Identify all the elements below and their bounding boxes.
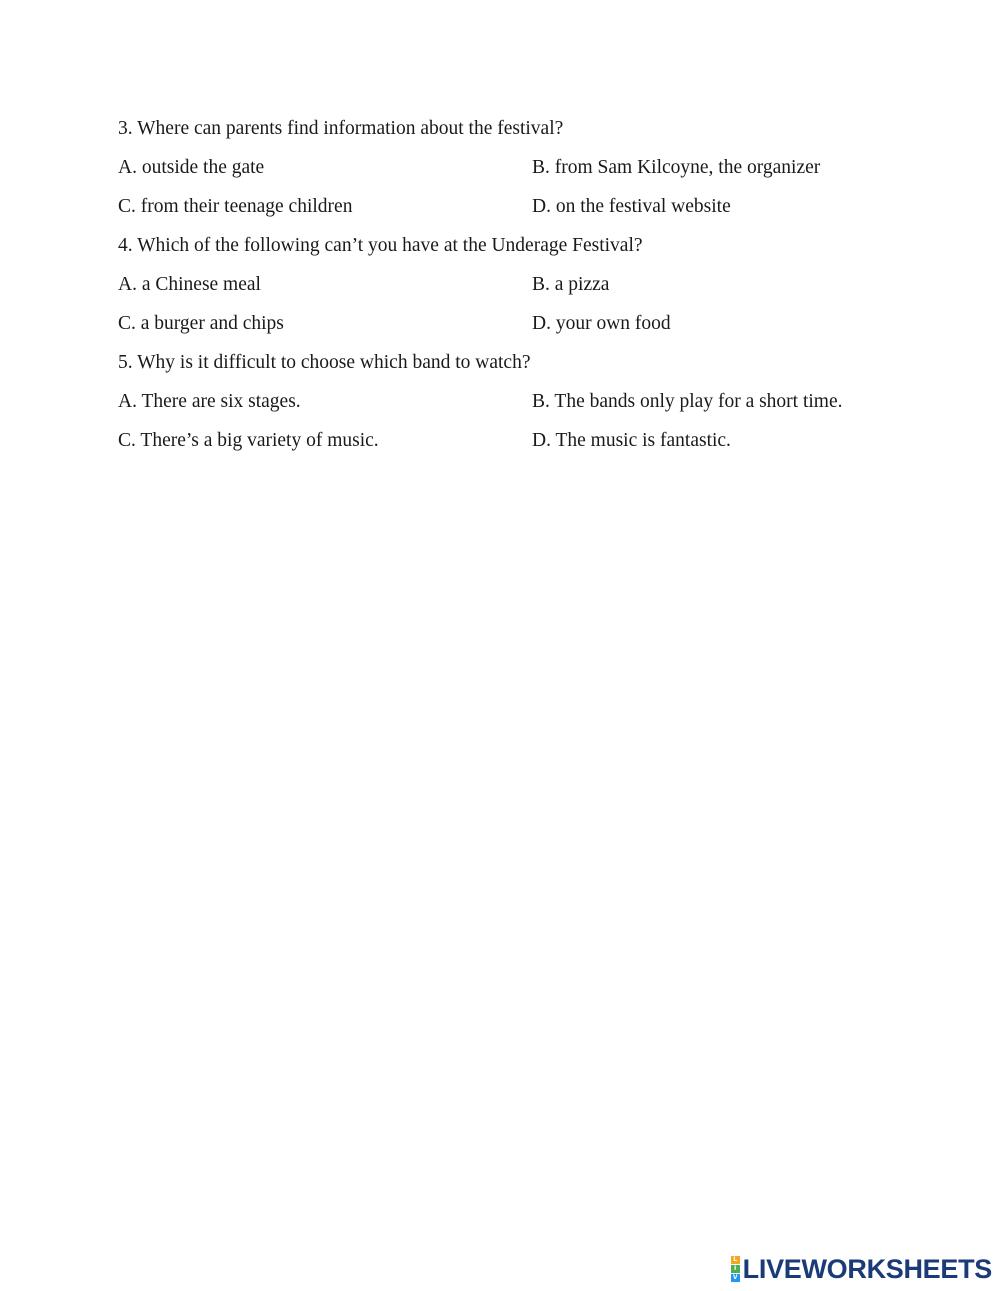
option-d[interactable]: D. your own food — [532, 313, 671, 334]
option-a[interactable]: A. outside the gate — [118, 157, 265, 178]
options-row-2 — [118, 428, 918, 454]
question-text: 3. Where can parents find information about the festival? — [118, 118, 564, 139]
option-b[interactable]: B. a pizza — [532, 274, 610, 295]
options-row-1 — [118, 272, 918, 298]
option-b[interactable]: B. from Sam Kilcoyne, the organizer — [532, 157, 821, 178]
question-text: 4. Which of the following can’t you have at the Underage Festival? — [118, 235, 643, 256]
question-4 — [118, 233, 918, 337]
options-row-2 — [118, 194, 918, 220]
option-a[interactable]: A. a Chinese meal — [118, 274, 261, 295]
option-d[interactable]: D. on the festival website — [532, 196, 731, 217]
option-b[interactable]: B. The bands only play for a short time. — [532, 391, 843, 412]
liveworksheets-brand[interactable] — [731, 1255, 992, 1283]
option-c[interactable]: C. from their teenage children — [118, 196, 353, 217]
option-d[interactable]: D. The music is fantastic. — [532, 430, 731, 451]
options-row-1 — [118, 155, 918, 181]
question-5 — [118, 350, 918, 454]
liveworksheets-logo-icon — [731, 1256, 740, 1282]
question-3 — [118, 116, 918, 220]
question-text: 5. Why is it difficult to choose which band to watch? — [118, 352, 531, 373]
options-row-1 — [118, 389, 918, 415]
option-c[interactable]: C. There’s a big variety of music. — [118, 430, 379, 451]
logo-letter-v: V — [731, 1274, 740, 1282]
option-a[interactable]: A. There are six stages. — [118, 391, 301, 412]
options-row-2 — [118, 311, 918, 337]
logo-letter-i: I — [731, 1265, 740, 1273]
logo-letter-l: L — [731, 1256, 740, 1264]
option-c[interactable]: C. a burger and chips — [118, 313, 284, 334]
worksheet — [118, 116, 918, 467]
brand-name: LIVEWORKSHEETS — [742, 1254, 992, 1284]
